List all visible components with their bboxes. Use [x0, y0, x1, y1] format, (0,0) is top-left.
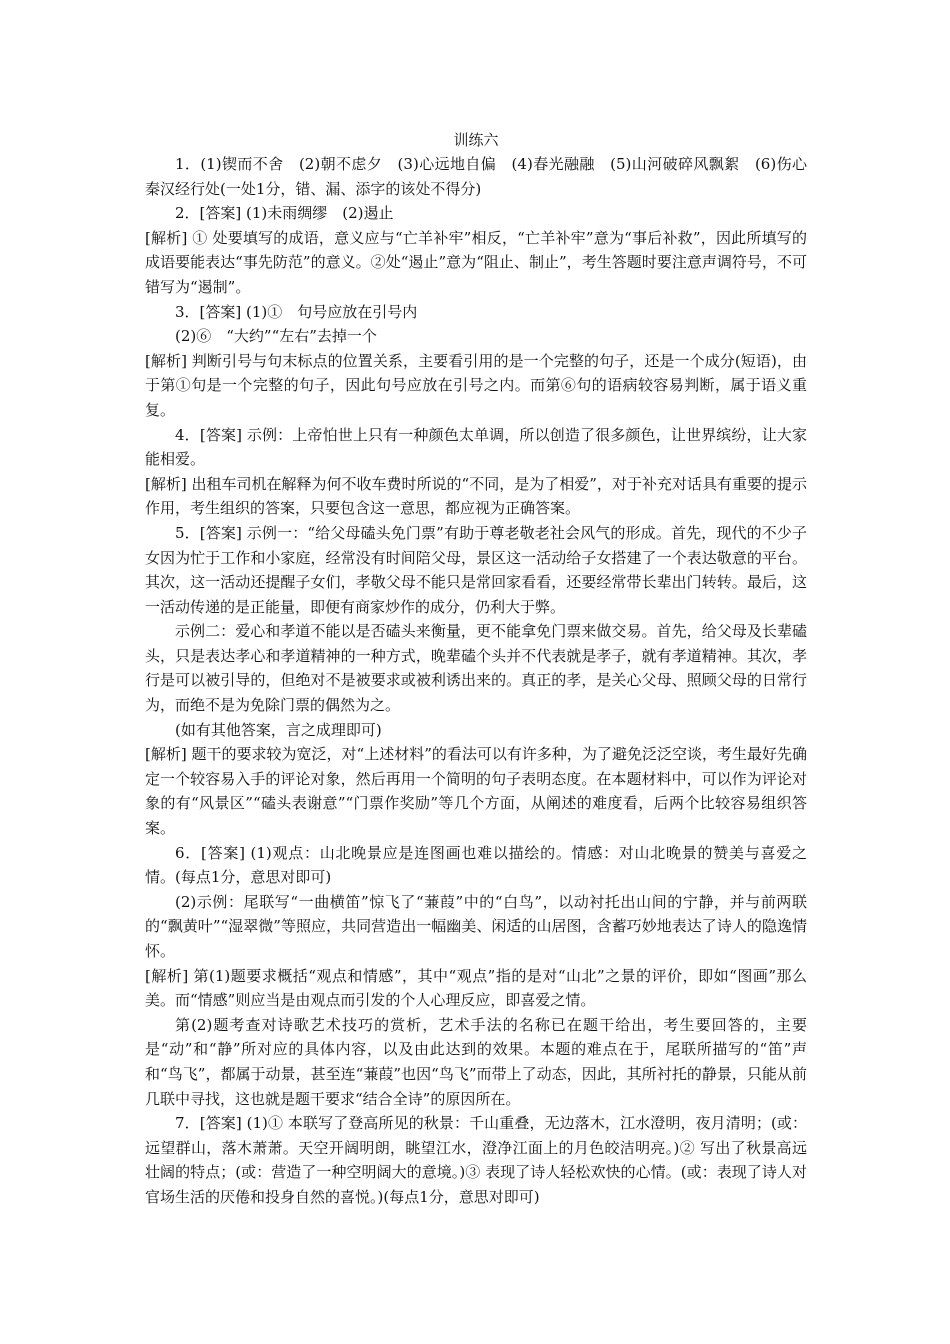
paragraph-q4-answer: 4．[答案] 示例：上帝怕世上只有一种颜色太单调，所以创造了很多颜色，让世界缤纷，让大家能相爱。: [145, 425, 807, 469]
paragraph-q6-analysis-1: [解析] 第(1)题要求概括“观点和情感”，其中“观点”指的是对“山北”之景的评价，即如“图画”那么美。而“情感”则应当是由观点而引发的个人心理反应，即喜爱之情。: [145, 966, 807, 1010]
paragraph-q5-analysis: [解析] 题干的要求较为宽泛，对“上述材料”的看法可以有许多种，为了避免泛泛空谈，考生最好先确定一个较容易入手的评论对象，然后再用一个简明的句子表明态度。在本题材料中，可以作为评论对象的有“风景区”“磕头表谢意”“门票作奖励”等几个方面，从阐述的难度看，后两个比较容易组织答案。: [145, 745, 807, 838]
paragraph-q2-answer: 2．[答案] (1)未雨绸缪 (2)遏止: [175, 204, 394, 223]
paragraph-q6-answer-1: 6．[答案] (1)观点：山北晚景应是连图画也难以描绘的。情感：对山北晚景的赞美与喜爱之情。(每点1分，意思对即可): [145, 843, 807, 887]
paragraph-q5-example-2: 示例二：爱心和孝道不能以是否磕头来衡量，更不能拿免门票来做交易。首先，给父母及长辈磕头，只是表达孝心和孝道精神的一种方式，晚辈磕个头并不代表就是孝子，就有孝道精神。其次，孝行是可以被引导的，但绝对不是被要求或被利诱出来的。真正的孝，是关心父母、照顾父母的日常行为，而绝不是为免除门票的偶然为之。: [145, 622, 807, 715]
document-body: [145, 128, 807, 1210]
paragraph-q6-answer-2: (2)示例：尾联写“一曲横笛”惊飞了“蒹葭”中的“白鸟”，以动衬托出山间的宁静，并与前两联的“飘黄叶”“湿翠微”等照应，共同营造出一幅幽美、闲适的山居图，含蓄巧妙地表达了诗人的隐逸情怀。: [145, 892, 807, 960]
page-title: 训练六: [453, 131, 499, 149]
paragraph-q5-note: (如有其他答案，言之成理即可): [175, 720, 382, 739]
paragraph-q2-analysis: [解析] ① 处要填写的成语，意义应与“亡羊补牢”相反，“亡羊补牢”意为“事后补救”，因此所填写的成语要能表达“事先防范”的意义。②处“遏止”意为“阻止、制止”，考生答题时要注意声调符号，不可错写为“遏制”。: [145, 228, 807, 296]
paragraph-q7-answer: 7．[答案] (1)① 本联写了登高所见的秋景：千山重叠，无边落木，江水澄明，夜月清明；(或：远望群山，落木萧萧。天空开阔明朗，眺望江水，澄净江面上的月色皎洁明亮。)② 写出了秋景高远壮阔的特点；(或：营造了一种空明阔大的意境。)③ 表现了诗人轻松欢快的心情。(或：表现了诗人对官场生活的厌倦和投身自然的喜悦。)(每点1分，意思对即可): [145, 1114, 807, 1206]
paragraph-q3-analysis: [解析] 判断引号与句末标点的位置关系，主要看引用的是一个完整的句子，还是一个成分(短语)，由于第①句是一个完整的句子，因此句号应放在引号之内。而第⑥句的语病较容易判断，属于语义重复。: [145, 351, 807, 419]
paragraph-q5-example-1: 5．[答案] 示例一：“给父母磕头免门票”有助于尊老敬老社会风气的形成。首先，现代的不少子女因为忙于工作和小家庭，经常没有时间陪父母，景区这一活动给子女搭建了一个表达敬意的平台。其次，这一活动还提醒子女们，孝敬父母不能只是常回家看看，还要经常带长辈出门转转。最后，这一活动传递的是正能量，即便有商家炒作的成分，仍利大于弊。: [145, 523, 807, 616]
paragraph-q3-answer-1: 3．[答案] (1)① 句号应放在引号内: [175, 302, 418, 321]
paragraph-q6-analysis-2: 第(2)题考查对诗歌艺术技巧的赏析，艺术手法的名称已在题干给出，考生要回答的，主要是“动”和“静”所对应的具体内容，以及由此达到的效果。本题的难点在于，尾联所描写的“笛”声和“鸟飞”，都属于动景，甚至连“蒹葭”也因“鸟飞”而带上了动态，因此，其所衬托的静景，只能从前几联中寻找，这也就是题干要求“结合全诗”的原因所在。: [145, 1015, 807, 1108]
paragraph-q4-analysis: [解析] 出租车司机在解释为何不收车费时所说的“不同，是为了相爱”，对于补充对话具有重要的提示作用，考生组织的答案，只要包含这一意思，都应视为正确答案。: [145, 474, 807, 518]
paragraph-q1: 1．(1)锲而不舍 (2)朝不虑夕 (3)心远地自偏 (4)春光融融 (5)山河破碎风飘絮 (6)伤心秦汉经行处(一处1分，错、漏、添字的该处不得分): [145, 155, 807, 198]
paragraph-q3-answer-2: (2)⑥ “大约”“左右”去掉一个: [175, 327, 377, 346]
